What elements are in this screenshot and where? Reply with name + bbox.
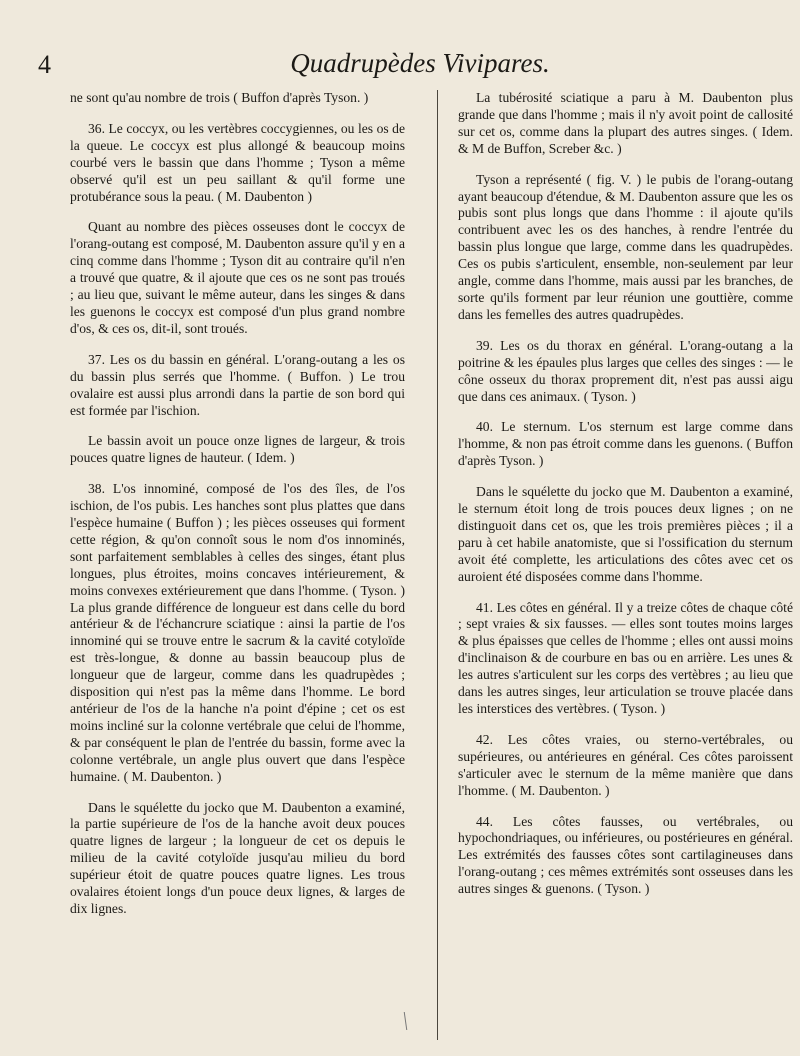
- paragraph: La tubérosité sciatique a paru à M. Daubenton plus grande que dans l'homme ; mais il n'y avoit point de callosité sur cet os, comme dans la plupart des autres singes. ( Idem. & M de Buffon, Screber &c. ): [458, 90, 793, 156]
- page-header: [20, 48, 775, 82]
- paragraph: Le bassin avoit un pouce onze lignes de largeur, & trois pouces quatre lignes de hauteur. ( Idem. ): [70, 433, 405, 466]
- left-column: [70, 90, 405, 1040]
- page-number: 4: [38, 50, 51, 79]
- paragraph: Tyson a représenté ( fig. V. ) le pubis de l'orang-outang ayant beaucoup d'étendue, & M. Daubenton assure que les os pubis sont plus longs que dans l'homme : il ajoute qu'ils contribuent avec les os des hanches, à rendre l'entrée du bassin plus longue que large, comme dans les quadrupèdes. Ces os pubis s'articulent, ensemble, non-seulement par leur angle, comme dans l'homme, mais aussi par les branches, de sorte qu'ils forment par leur réunion une gouttière, comme dans les femelles des autres quadrupèdes.: [458, 171, 793, 322]
- paragraph: Dans le squélette du jocko que M. Daubenton a examiné, le sternum étoit long de trois pouces deux lignes ; on ne distinguoit dans cet os, que les trois premières pièces ; il a paru à cet habile anatomiste, que si l'ossification du sternum avoit été complette, les articulations des côtes avec cet os auroient été disposées comme dans l'homme.: [458, 484, 793, 584]
- paragraph: 40. Le sternum. L'os sternum est large comme dans l'homme, & non pas étroit comme dans les guenons. ( Buffon d'après Tyson. ): [458, 419, 793, 469]
- paragraph: 42. Les côtes vraies, ou sterno-vertébrales, ou supérieures, ou antérieures en général. Ces côtes paroissent s'articuler avec le sternum de la même manière que dans l'homme. ( M. Daubenton. ): [458, 731, 793, 798]
- paragraph: 39. Les os du thorax en général. L'orang-outang a la poitrine & les épaules plus larges que celles des singes : — le cône osseux du thorax proprement dit, n'est pas aussi aigu que dans ces animaux. ( Tyson. ): [458, 337, 793, 404]
- paragraph: 36. Le coccyx, ou les vertèbres coccygiennes, ou les os de la queue. Le coccyx est plus allongé & beaucoup moins courbé vers le bassin que dans l'homme ; Tyson a même observé qu'il est un peu saillant & qu'il forme une protubérance sous la peau. ( M. Daubenton ): [70, 120, 405, 204]
- paragraph: 38. L'os innominé, composé de l'os des îles, de l'os ischion, de l'os pubis. Les hanches sont plus plattes que dans l'espèce humaine ( Buffon ) ; les pièces osseuses qui forment cette région, & qu'on connoît sous le nom d'os innominés, sont parfaitement semblables à celles des singes, étant plus longues, plus étroites, moins concaves intérieurement, & moins convexes extérieurement que dans l'homme. ( Tyson. ) La plus grande différence de longueur est dans celle du bord antérieur & de l'échancrure sciatique : ainsi la partie de l'os innominé qui se trouve entre le sacrum & la cavité cotyloïde est très-longue, & donne au bassin beaucoup plus de longueur que de largeur, comme dans les quadrupèdes ; disposition qui n'est pas la même dans l'homme. Le bord antérieur de l'os de la hanche n'a point d'épine ; cet os est moins incliné sur la colonne vertébrale que celui de l'homme, & par conséquent le plan de l'entrée du bassin, forme avec la colonne vertébrale, un angle plus ouvert que dans l'espèce humaine. ( M. Daubenton. ): [70, 481, 405, 784]
- column-divider: [437, 90, 438, 1040]
- right-column: [458, 90, 793, 1040]
- running-title: Quadrupèdes Vivipares.: [290, 48, 550, 78]
- paragraph: Quant au nombre des pièces osseuses dont le coccyx de l'orang-outang est composé, M. Daubenton assure qu'il y en a cinq comme dans l'homme ; Tyson dit au contraire qu'il n'en a trouvé que quatre, & il ajoute que ces os ne sont pas troués ; au lieu que, suivant le même auteur, dans les singes & dans les guenons le coccyx est composé d'un plus grand nombre d'os, & ces os, dit-il, sont troués.: [70, 219, 405, 336]
- paragraph: 37. Les os du bassin en général. L'orang-outang a les os du bassin plus serrés que l'homme. ( Buffon. ) Le trou ovalaire est aussi plus arrondi dans la partie de son bord qui est formée par l'ischion.: [70, 351, 405, 418]
- paragraph: 41. Les côtes en général. Il y a treize côtes de chaque côté ; sept vraies & six fausses. — elles sont toutes moins larges & plus épaisses que celles de l'homme ; elles ont aussi moins d'inclinaison & de courbure en bas ou en arrière. Les unes & les autres s'articulent sur les corps des vertèbres ; au lieu que dans les autres singes, leur articulation se trouve placée dans les interstices des vertèbres. ( Tyson. ): [458, 599, 793, 716]
- paragraph: Dans le squélette du jocko que M. Daubenton a examiné, la partie supérieure de l'os de la hanche avoit deux pouces quatre lignes de largeur ; la longueur de cet os depuis le milieu de la cavité cotyloïde jusqu'au milieu du bord supérieur étoit de quatre pouces quatre lignes. Les trous ovalaires étoient longs d'un pouce deux lignes, & larges de dix lignes.: [70, 799, 405, 916]
- paragraph: ne sont qu'au nombre de trois ( Buffon d'après Tyson. ): [70, 90, 369, 105]
- paragraph: 44. Les côtes fausses, ou vertébrales, ou hypochondriaques, ou inférieures, ou postérieures en général. Les extrémités des fausses côtes sont cartilagineuses dans l'orang-outang ; ces mêmes extrémités sont osseuses dans les autres singes & guenons. ( Tyson. ): [458, 813, 793, 897]
